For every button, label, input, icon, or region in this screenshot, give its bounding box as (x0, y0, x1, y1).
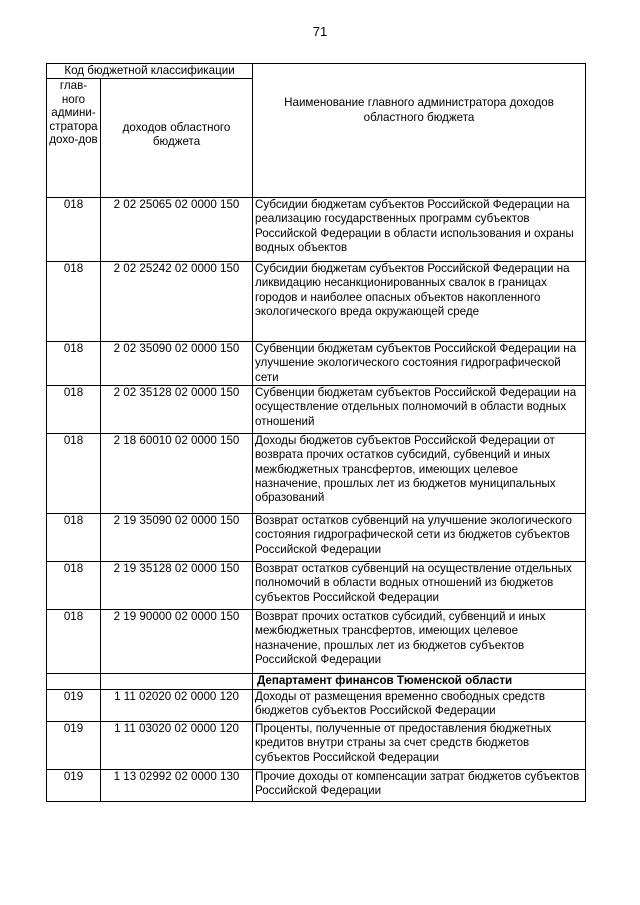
income-name-cell: Субвенции бюджетам субъектов Российской Федерации на улучшение экологического состояния гидрографической сети (253, 342, 586, 386)
admin-code-cell: 019 (47, 690, 101, 722)
table-row (47, 562, 586, 610)
income-name-cell: Доходы от размещения временно свободных средств бюджетов субъектов Российской Федерации (253, 690, 586, 722)
header-chief-admin: глав-ного админи-стратора дохо-дов (47, 79, 101, 198)
income-code-cell: 1 11 02020 02 0000 120 (101, 690, 253, 722)
income-code-cell: 2 02 25065 02 0000 150 (101, 198, 253, 262)
income-code-cell: 2 19 35128 02 0000 150 (101, 562, 253, 610)
admin-code-cell: 018 (47, 610, 101, 674)
income-code-cell: 1 11 03020 02 0000 120 (101, 722, 253, 770)
table-row (47, 722, 586, 770)
admin-code-cell: 019 (47, 722, 101, 770)
income-code-cell: 2 02 35128 02 0000 150 (101, 386, 253, 434)
table-row (47, 690, 586, 722)
header-income-code: доходов областного бюджета (101, 79, 253, 198)
admin-code-cell: 018 (47, 386, 101, 434)
admin-code-cell (47, 674, 101, 690)
page-number: 71 (312, 24, 328, 39)
budget-classification-table (46, 63, 586, 802)
income-name-cell: Возврат остатков субвенций на осуществление отдельных полномочий в области водных отношений из бюджетов субъектов Российской Федерации (253, 562, 586, 610)
admin-code-cell: 019 (47, 770, 101, 802)
admin-code-cell: 018 (47, 342, 101, 386)
admin-code-cell: 018 (47, 514, 101, 562)
income-code-cell: 2 02 25242 02 0000 150 (101, 262, 253, 342)
header-code-group: Код бюджетной классификации (47, 64, 253, 79)
section-title: Департамент финансов Тюменской области (253, 674, 586, 690)
income-code-cell: 2 18 60010 02 0000 150 (101, 434, 253, 514)
income-name-cell: Доходы бюджетов субъектов Российской Федерации от возврата прочих остатков субсидий, субвенций и иных межбюджетных трансфертов, имеющих целевое назначение, прошлых лет из бюджетов муниципальных образований (253, 434, 586, 514)
header-admin-name: Наименование главного администратора доходов областного бюджета (253, 64, 586, 198)
income-name-cell: Субсидии бюджетам субъектов Российской Федерации на ликвидацию несанкционированных свалок в границах городов и наиболее опасных объектов накопленного экологического вреда окружающей среде (253, 262, 586, 342)
table-row (47, 770, 586, 802)
income-name-cell: Субвенции бюджетам субъектов Российской Федерации на осуществление отдельных полномочий в области водных отношений (253, 386, 586, 434)
income-name-cell: Субсидии бюджетам субъектов Российской Федерации на реализацию государственных программ субъектов Российской Федерации в области использования и охраны водных объектов (253, 198, 586, 262)
admin-code-cell: 018 (47, 198, 101, 262)
admin-code-cell: 018 (47, 262, 101, 342)
income-code-cell: 1 13 02992 02 0000 130 (101, 770, 253, 802)
income-name-cell: Проценты, полученные от предоставления бюджетных кредитов внутри страны за счет средств бюджетов субъектов Российской Федерации (253, 722, 586, 770)
income-code-cell: 2 02 35090 02 0000 150 (101, 342, 253, 386)
table-row (47, 386, 586, 434)
section-row (47, 674, 586, 690)
income-code-cell: 2 19 90000 02 0000 150 (101, 610, 253, 674)
income-name-cell: Возврат остатков субвенций на улучшение экологического состояния гидрографической сети из бюджетов субъектов Российской Федерации (253, 514, 586, 562)
table-row (47, 514, 586, 562)
income-name-cell: Прочие доходы от компенсации затрат бюджетов субъектов Российской Федерации (253, 770, 586, 802)
table-row (47, 610, 586, 674)
table-row (47, 434, 586, 514)
table-row (47, 342, 586, 386)
income-code-cell (101, 674, 253, 690)
header-row-top (47, 64, 586, 79)
table-row (47, 198, 586, 262)
admin-code-cell: 018 (47, 562, 101, 610)
income-name-cell: Возврат прочих остатков субсидий, субвенций и иных межбюджетных трансфертов, имеющих целевое назначение, прошлых лет из бюджетов субъектов Российской Федерации (253, 610, 586, 674)
admin-code-cell: 018 (47, 434, 101, 514)
income-code-cell: 2 19 35090 02 0000 150 (101, 514, 253, 562)
table-row (47, 262, 586, 342)
